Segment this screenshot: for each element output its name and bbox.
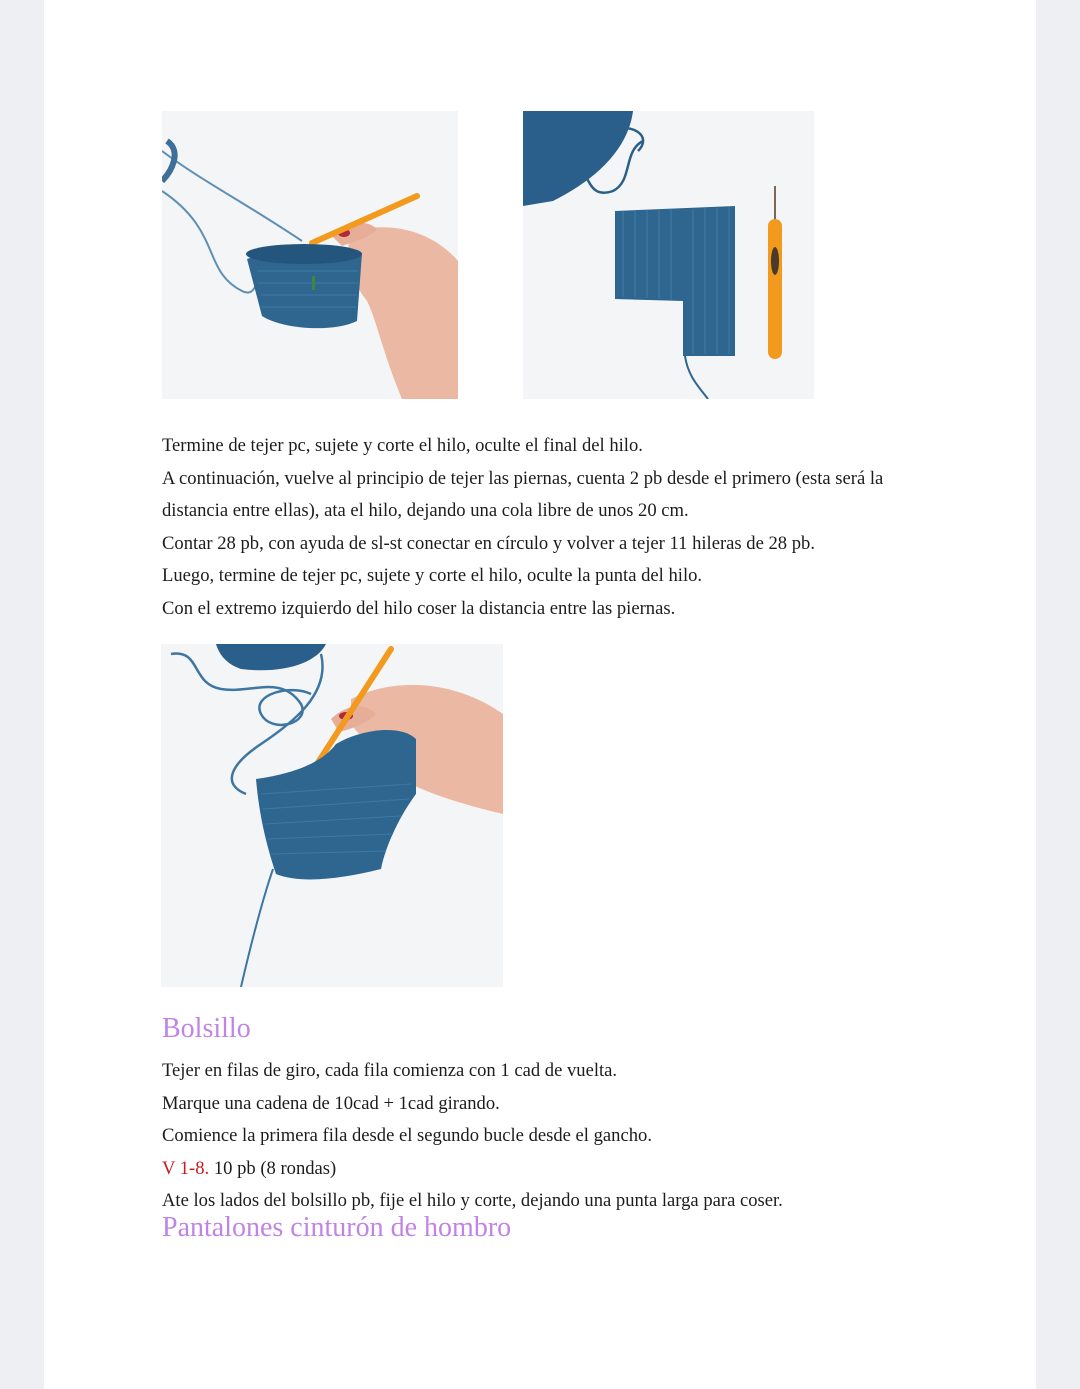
instructions-text (162, 430, 902, 626)
crochet-photo-flat-piece-hook (523, 111, 814, 399)
instruction-line: Marque una cadena de 10cad + 1cad girando. (162, 1092, 500, 1114)
row-label: V 1-8 (162, 1157, 205, 1179)
photo-joining-legs-illustration (161, 644, 503, 987)
instruction-line: Contar 28 pb, con ayuda de sl-st conectar en círculo y volver a tejer 11 hileras de 28 pb. (162, 532, 815, 554)
photo-leg-hand-illustration (162, 111, 458, 399)
photo-flat-piece-illustration (523, 111, 814, 399)
instruction-row-line (162, 1153, 902, 1186)
section-heading-bolsillo: Bolsillo (162, 1013, 251, 1044)
instruction-line: A continuación, vuelve al principio de tejer las piernas, cuenta 2 pb desde el primero (esta será la distancia entre ellas), ata el hilo, dejando una cola libre de unos 20 cm. (162, 467, 884, 522)
bolsillo-instructions (162, 1055, 902, 1218)
instruction-line: Comience la primera fila desde el segundo bucle desde el gancho. (162, 1125, 652, 1147)
instruction-line: Con el extremo izquierdo del hilo coser la distancia entre las piernas. (162, 597, 676, 619)
document-page (44, 0, 1036, 1389)
instruction-line: Termine de tejer pc, sujete y corte el hilo, oculte el final del hilo. (162, 435, 643, 456)
instruction-line: Ate los lados del bolsillo pb, fije el hilo y corte, dejando una punta larga para coser. (162, 1190, 783, 1212)
section-heading-pantalones: Pantalones cinturón de hombro (162, 1212, 512, 1243)
crochet-photo-leg-hand (162, 111, 458, 399)
row-text: 10 pb (8 rondas) (209, 1157, 337, 1179)
crochet-photo-joining-legs (161, 644, 503, 987)
instruction-line: Luego, termine de tejer pc, sujete y corte el hilo, oculte la punta del hilo. (162, 565, 703, 587)
row-label-dot: . (204, 1157, 210, 1179)
instruction-line: Tejer en filas de giro, cada fila comienza con 1 cad de vuelta. (162, 1060, 618, 1081)
